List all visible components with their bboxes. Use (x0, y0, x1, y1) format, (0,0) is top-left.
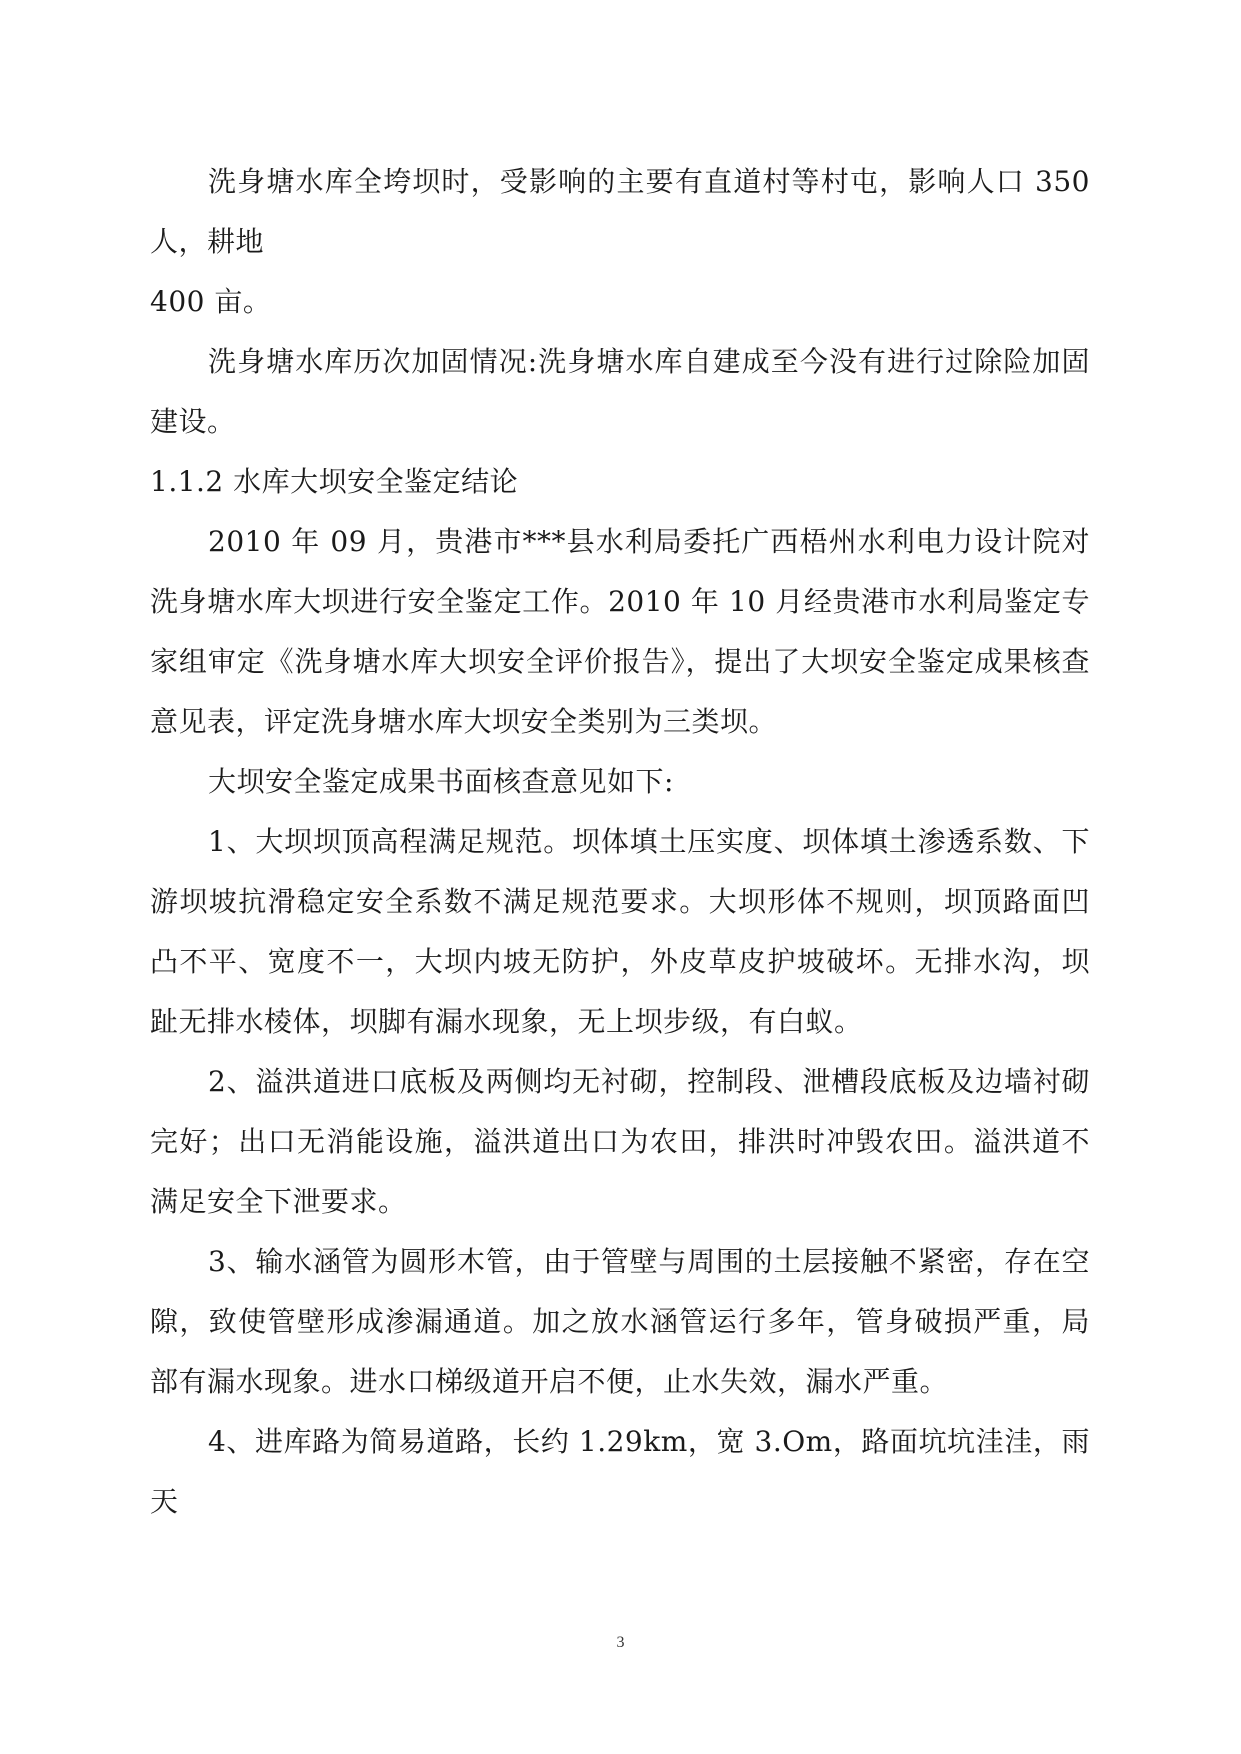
paragraph-review-opinion-intro: 大坝安全鉴定成果书面核查意见如下: (208, 765, 674, 798)
document-body (150, 152, 1090, 1532)
paragraph-reinforcement-history: 洗身塘水库历次加固情况:洗身塘水库自建成至今没有进行过除险加固建设。 (150, 345, 1090, 438)
page-number: 3 (616, 1634, 625, 1651)
paragraph-item-1-dam: 1、大坝坝顶高程满足规范。坝体填土压实度、坝体填土渗透系数、下游坝坡抗滑稳定安全系数不满足规范要求。大坝形体不规则，坝顶路面凹凸不平、宽度不一，大坝内坡无防护，外皮草皮护坡破坏。无排水沟，坝趾无排水棱体，坝脚有漏水现象，无上坝步级，有白蚁。 (150, 825, 1090, 1038)
paragraph-affected-area: 洗身塘水库全垮坝时，受影响的主要有直道村等村屯，影响人口 350 人，耕地 (150, 165, 1090, 258)
paragraph-affected-area-cont: 400 亩。 (150, 285, 272, 318)
paragraph-safety-appraisal: 2010 年 09 月，贵港市***县水利局委托广西梧州水利电力设计院对洗身塘水库大坝进行安全鉴定工作。2010 年 10 月经贵港市水利局鉴定专家组审定《洗身塘水库大坝安全评价报告》，提出了大坝安全鉴定成果核查意见表，评定洗身塘水库大坝安全类别为三类坝。 (150, 525, 1090, 738)
paragraph-item-4-road: 4、进库路为简易道路，长约 1.29km，宽 3.Om，路面坑坑洼洼，雨天 (150, 1425, 1090, 1518)
paragraph-item-2-spillway: 2、溢洪道进口底板及两侧均无衬砌，控制段、泄槽段底板及边墙衬砌完好；出口无消能设施，溢洪道出口为农田，排洪时冲毁农田。溢洪道不满足安全下泄要求。 (150, 1065, 1090, 1218)
section-heading: 1.1.2 水库大坝安全鉴定结论 (150, 465, 519, 498)
paragraph-item-3-culvert: 3、输水涵管为圆形木管，由于管壁与周围的土层接触不紧密，存在空隙，致使管壁形成渗漏通道。加之放水涵管运行多年，管身破损严重，局部有漏水现象。进水口梯级道开启不便，止水失效，漏水严重。 (150, 1245, 1090, 1398)
